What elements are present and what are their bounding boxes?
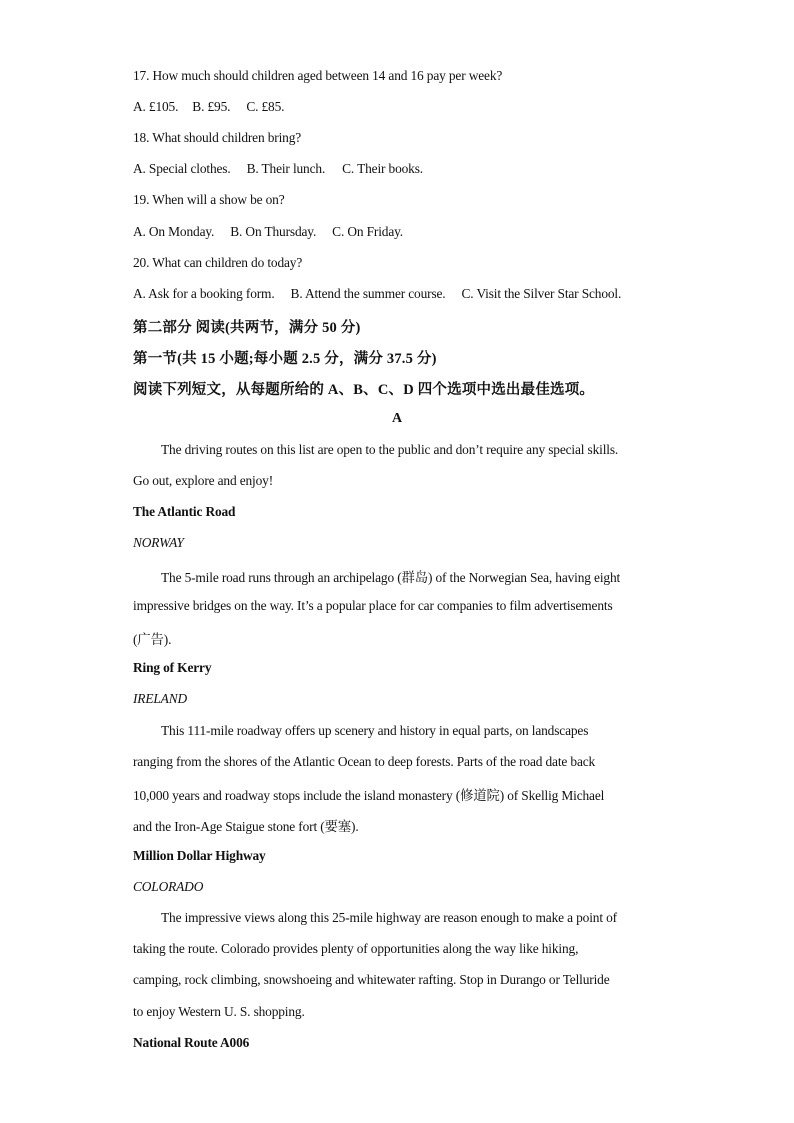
question-18-option-b: B. Their lunch. (246, 161, 326, 176)
question-19-option-b: B. On Thursday. (230, 224, 317, 239)
route-text-line: impressive bridges on the way. It’s a popular place for car companies to film advertisements (133, 598, 613, 613)
passage-label: A (392, 411, 402, 426)
route-text-line: ranging from the shores of the Atlantic Ocean to deep forests. Parts of the road date back (133, 754, 596, 769)
route-text-line: to enjoy Western U. S. shopping. (133, 1004, 305, 1019)
question-19-option-a: A. On Monday. (133, 224, 215, 239)
route-text-line: This 111-mile roadway offers up scenery and history in equal parts, on landscapes (161, 723, 589, 738)
subsection-heading: 第一节(共 15 小题;每小题 2.5 分，满分 37.5 分) (133, 351, 437, 367)
question-17-option-a: A. £105. (133, 99, 179, 114)
route-title-million-dollar-highway: Million Dollar Highway (133, 848, 266, 863)
route-text-line: (广告). (133, 632, 172, 647)
question-20-option-a: A. Ask for a booking form. (133, 286, 275, 301)
route-text-line: The impressive views along this 25-mile highway are reason enough to make a point of (161, 910, 617, 925)
question-20-option-c: C. Visit the Silver Star School. (461, 286, 622, 301)
question-17-options (133, 99, 284, 115)
route-title-national-route-a006: National Route A006 (133, 1035, 250, 1050)
question-17-stem: 17. How much should children aged between 14 and 16 pay per week? (133, 68, 503, 83)
question-18-stem: 18. What should children bring? (133, 130, 302, 145)
route-location-ireland: IRELAND (133, 691, 187, 706)
intro-line-2: Go out, explore and enjoy! (133, 473, 274, 488)
route-text-line: camping, rock climbing, snowshoeing and whitewater rafting. Stop in Durango or Telluride (133, 972, 610, 987)
route-title-ring-of-kerry: Ring of Kerry (133, 660, 212, 675)
reading-instruction: 阅读下列短文，从每题所给的 A、B、C、D 四个选项中选出最佳选项。 (133, 382, 595, 398)
question-18-option-a: A. Special clothes. (133, 161, 231, 176)
question-18-option-c: C. Their books. (342, 161, 423, 176)
route-location-norway: NORWAY (133, 535, 184, 550)
question-20-stem: 20. What can children do today? (133, 255, 303, 270)
route-title-atlantic-road: The Atlantic Road (133, 504, 236, 519)
question-18-options (133, 161, 423, 177)
question-20-options (133, 286, 621, 302)
route-text-line: 10,000 years and roadway stops include the island monastery (修道院) of Skellig Michael (133, 788, 605, 803)
question-19-options (133, 224, 403, 240)
route-text-line: taking the route. Colorado provides plenty of opportunities along the way like hiking, (133, 941, 579, 956)
question-20-option-b: B. Attend the summer course. (290, 286, 446, 301)
question-19-stem: 19. When will a show be on? (133, 192, 285, 207)
part-heading: 第二部分 阅读(共两节，满分 50 分) (133, 320, 361, 336)
route-text-line: The 5-mile road runs through an archipelago (群岛) of the Norwegian Sea, having eight (161, 570, 621, 585)
intro-line-1: The driving routes on this list are open to the public and don’t require any special skills. (161, 442, 619, 457)
route-location-colorado: COLORADO (133, 879, 204, 894)
question-17-option-b: B. £95. (192, 99, 231, 114)
question-19-option-c: C. On Friday. (332, 224, 403, 239)
route-text-line: and the Iron-Age Staigue stone fort (要塞). (133, 819, 359, 834)
question-17-option-c: C. £85. (246, 99, 285, 114)
